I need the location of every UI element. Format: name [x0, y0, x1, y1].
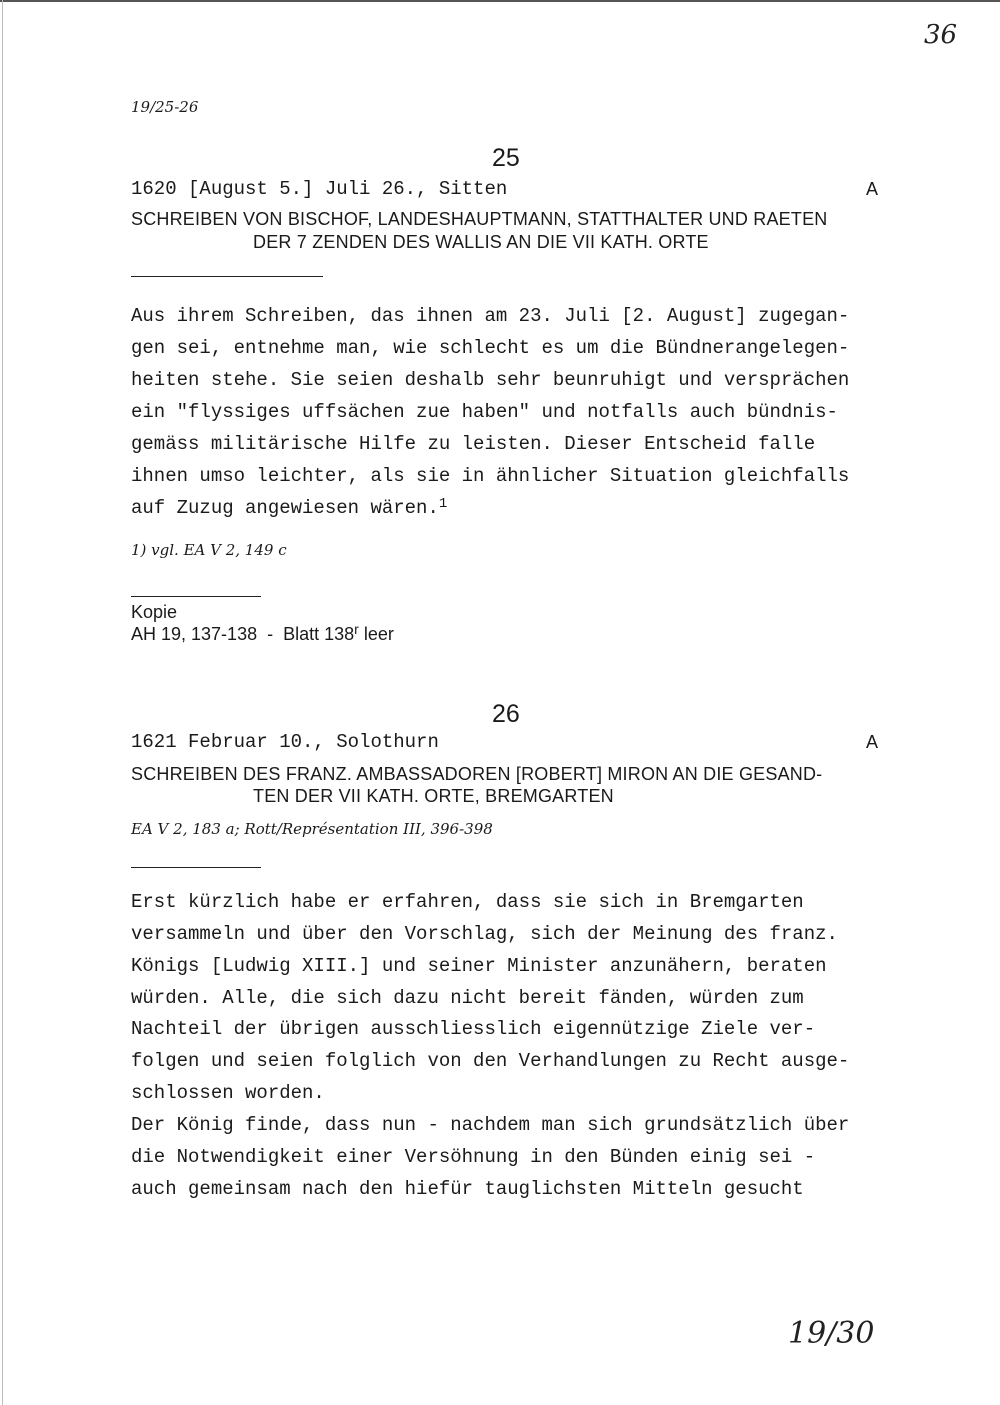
source-label: Kopie	[131, 602, 178, 622]
entry26-body-line-6: folgen und seien folglich von den Verhandlungen zu Recht ausge-	[131, 1050, 850, 1072]
archive-reference: 19/25-26	[131, 98, 199, 116]
entry25-body-line-5: gemäss militärische Hilfe zu leisten. Dieser Entscheid falle	[131, 433, 816, 455]
entry26-body2-end: auch gemeinsam nach den hiefür tauglichsten Mitteln gesucht	[131, 1178, 804, 1200]
entry25-body-line-1: Aus ihrem Schreiben, das ihnen am 23. Juli [2. August] zugegan-	[131, 305, 850, 327]
entry25-body-line-6: ihnen umso leichter, als sie in ähnlicher Situation gleichfalls	[131, 465, 850, 487]
entry25-footnote: 1) vgl. EA V 2, 149 c	[131, 541, 287, 559]
entry25-title-line1: SCHREIBEN VON BISCHOF, LANDESHAUPTMANN, STATTHALTER UND RAETEN	[131, 209, 828, 229]
entry26-separator	[131, 867, 261, 868]
entry25-date-place: 1620 [August 5.] Juli 26., Sitten	[131, 178, 508, 200]
entry26-body-line-3: Königs [Ludwig XIII.] und seiner Minister anzunähern, beraten	[131, 955, 827, 977]
entry25-body-line-4: ein "flyssiges uffsächen zue haben" und notfalls auch bündnis-	[131, 401, 838, 423]
entry26-title-line2: TEN DER VII KATH. ORTE, BREMGARTEN	[253, 786, 614, 806]
entry26-body-line-5: Nachteil der übrigen ausschliesslich eigennützige Ziele ver-	[131, 1018, 816, 1040]
entry26-body2-line-2: die Notwendigkeit einer Versöhnung in den Bünden einig sei -	[131, 1146, 816, 1168]
entry25-body-last-line: auf Zuzug angewiesen wären.$^1$	[131, 496, 448, 519]
entry25-marker: A	[866, 179, 879, 199]
entry26-body-line-1: Erst kürzlich habe er erfahren, dass sie sich in Bremgarten	[131, 891, 804, 913]
entry26-marker: A	[866, 732, 879, 752]
entry25-title-line2: DER 7 ZENDEN DES WALLIS AN DIE VII KATH. ORTE	[253, 232, 709, 252]
entry26-body-line-2: versammeln und über den Vorschlag, sich der Meinung des franz.	[131, 923, 838, 945]
entry25-body-line-3: heiten stehe. Sie seien deshalb sehr beunruhigt und versprächen	[131, 369, 850, 391]
handwritten-page-mark: 19/30	[788, 1316, 875, 1351]
scan-border-left	[2, 0, 3, 1405]
entry26-body2-line-1: Der König finde, dass nun - nachdem man sich grundsätzlich über	[131, 1114, 850, 1136]
entry25-separator	[131, 276, 323, 277]
stamp-number: 36	[924, 20, 958, 50]
entry-number-25: 25	[492, 144, 520, 172]
source-separator	[131, 596, 261, 597]
footnote-mark: 1	[438, 496, 448, 512]
entry26-body-line-4: würden. Alle, die sich dazu nicht bereit fänden, würden zum	[131, 987, 804, 1009]
entry-number-26: 26	[492, 700, 520, 728]
entry26-date-place: 1621 Februar 10., Solothurn	[131, 731, 439, 753]
source-reference: AH 19, 137-138 - Blatt 138$^r$ leer	[131, 621, 394, 644]
entry26-title-line1: SCHREIBEN DES FRANZ. AMBASSADOREN [ROBERT] MIRON AN DIE GESAND-	[131, 764, 823, 784]
entry25-body-line-2: gen sei, entnehme man, wie schlecht es um die Bündnerangelegen-	[131, 337, 850, 359]
scan-border-top	[0, 0, 1000, 2]
entry26-references: EA V 2, 183 a; Rott/Représentation III, 396-398	[131, 820, 493, 838]
entry26-body-end: schlossen worden.	[131, 1082, 325, 1104]
